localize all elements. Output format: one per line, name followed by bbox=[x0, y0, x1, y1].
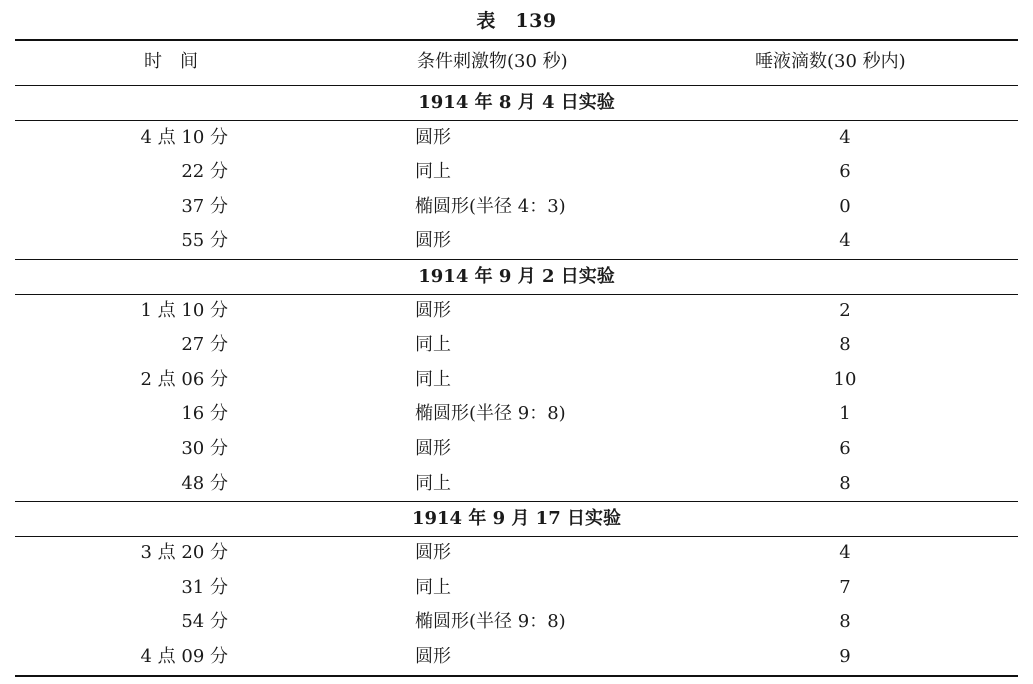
table-row bbox=[15, 155, 1018, 189]
time-cell: 1 点 10 分 bbox=[140, 300, 228, 321]
drops-cell: 9 bbox=[839, 646, 851, 667]
stimulus-cell: 圆形 bbox=[415, 127, 451, 148]
time-cell: 30 分 bbox=[181, 438, 228, 459]
drops-cell: 8 bbox=[839, 611, 851, 632]
stimulus-cell: 椭圆形(半径 9：8) bbox=[415, 403, 566, 424]
drops-cell: 4 bbox=[839, 127, 851, 148]
stimulus-cell: 同上 bbox=[415, 473, 451, 494]
time-cell: 55 分 bbox=[181, 230, 228, 251]
drops-cell: 7 bbox=[839, 577, 851, 598]
stimulus-cell: 同上 bbox=[415, 369, 451, 390]
stimulus-cell: 同上 bbox=[415, 334, 451, 355]
table-row bbox=[15, 328, 1018, 362]
time-cell: 4 点 09 分 bbox=[140, 646, 228, 667]
time-cell: 22 分 bbox=[181, 161, 228, 182]
table-row bbox=[15, 294, 1018, 328]
section-title: 1914 年 8 月 4 日实验 bbox=[418, 92, 615, 113]
bottom-rule bbox=[15, 675, 1018, 677]
drops-cell: 1 bbox=[839, 403, 851, 424]
table-row bbox=[15, 397, 1018, 431]
time-cell: 48 分 bbox=[181, 473, 228, 494]
time-cell: 37 分 bbox=[181, 196, 228, 217]
drops-cell: 8 bbox=[839, 334, 851, 355]
table-row bbox=[15, 432, 1018, 466]
table-row bbox=[15, 121, 1018, 155]
stimulus-cell: 圆形 bbox=[415, 646, 451, 667]
table-row bbox=[15, 536, 1018, 570]
time-cell: 31 分 bbox=[181, 577, 228, 598]
stimulus-cell: 椭圆形(半径 9：8) bbox=[415, 611, 566, 632]
drops-cell: 10 bbox=[833, 369, 857, 390]
table-row bbox=[15, 363, 1018, 397]
table-row bbox=[15, 571, 1018, 605]
stimulus-cell: 圆形 bbox=[415, 230, 451, 251]
drops-cell: 6 bbox=[839, 438, 851, 459]
time-cell: 54 分 bbox=[181, 611, 228, 632]
drops-cell: 4 bbox=[839, 230, 851, 251]
time-cell: 3 点 20 分 bbox=[140, 542, 228, 563]
drops-cell: 6 bbox=[839, 161, 851, 182]
drops-cell: 2 bbox=[839, 300, 851, 321]
header-stimulus: 条件刺激物(30 秒) bbox=[417, 51, 568, 72]
stimulus-cell: 圆形 bbox=[415, 300, 451, 321]
table-row bbox=[15, 467, 1018, 501]
drops-cell: 4 bbox=[839, 542, 851, 563]
time-cell: 27 分 bbox=[181, 334, 228, 355]
stimulus-cell: 同上 bbox=[415, 577, 451, 598]
table-caption: 表 139 bbox=[476, 10, 557, 32]
time-cell: 16 分 bbox=[181, 403, 228, 424]
drops-cell: 0 bbox=[839, 196, 851, 217]
top-rule bbox=[15, 39, 1018, 41]
table-row bbox=[15, 190, 1018, 224]
header-drops: 唾液滴数(30 秒内) bbox=[755, 51, 906, 72]
stimulus-cell: 圆形 bbox=[415, 542, 451, 563]
table-row bbox=[15, 640, 1018, 674]
section-title: 1914 年 9 月 2 日实验 bbox=[418, 266, 615, 287]
table-header bbox=[15, 45, 1018, 79]
table-row bbox=[15, 224, 1018, 258]
time-cell: 4 点 10 分 bbox=[140, 127, 228, 148]
section-title: 1914 年 9 月 17 日实验 bbox=[411, 508, 621, 529]
drops-cell: 8 bbox=[839, 473, 851, 494]
stimulus-cell: 圆形 bbox=[415, 438, 451, 459]
table-row bbox=[15, 605, 1018, 639]
stimulus-cell: 同上 bbox=[415, 161, 451, 182]
time-cell: 2 点 06 分 bbox=[140, 369, 228, 390]
header-time: 时间 bbox=[144, 51, 216, 72]
stimulus-cell: 椭圆形(半径 4：3) bbox=[415, 196, 566, 217]
